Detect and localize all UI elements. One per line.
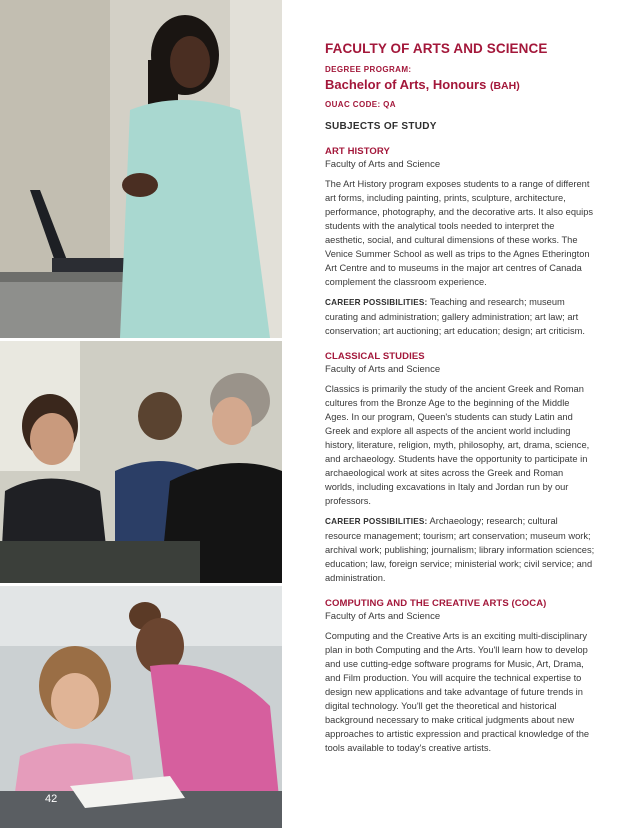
ouac-code: OUAC CODE: QA: [325, 100, 396, 109]
section-computing-creative-arts: [325, 597, 595, 755]
photo-seminar-discussion: [0, 341, 282, 583]
photo-students-at-desk-illustration: [0, 586, 282, 828]
section-faculty: Faculty of Arts and Science: [325, 159, 441, 170]
section-description: Classics is primarily the study of the ancient Greek and Roman cultures from the Bronze Age to the beginning of the Middle Ages. In our program, Queen's students can study Latin and Greek and explore all aspects of the ancient world including history, literature, religion, myth, philosophy, art, drama, science, and archaeology. Students have the opportunity to participate in archaeological work at sites across the Greek and Roman worlds, including excavations in Italy and Jordan run by our professors.: [325, 384, 590, 506]
career-label: CAREER POSSIBILITIES:: [325, 517, 428, 526]
section-faculty: Faculty of Arts and Science: [325, 364, 441, 375]
section-title: CLASSICAL STUDIES: [325, 351, 425, 362]
career-possibilities: [325, 295, 595, 338]
section-description: Computing and the Creative Arts is an exciting multi-disciplinary plan in both Computing and the Arts. You'll learn how to develop and use cutting-edge software programs for Music, Art, Drama, and Film production. You will acquire the technical expertise to design new applications and take advantage of future trends in digital technology. You'll get the theoretical and historical background necessary to make critical judgments about new approaches to artistic expression and practical knowledge of the tools available to today's creative artists.: [325, 631, 590, 753]
career-text: Archaeology; research; cultural resource management; tourism; art conservation; museum work; archival work; publishing; journalism; library information sciences; education; law, foreign service; ministerial work; civil service; and administration.: [325, 516, 595, 583]
career-text: Teaching and research; museum curating and administration; gallery administration; art law; art conservation; art auctioning; art education; design; art criticism.: [325, 297, 585, 336]
photo-student-presenting: [0, 0, 282, 338]
subjects-of-study-heading: SUBJECTS OF STUDY: [325, 121, 437, 132]
photo-seminar-discussion-illustration: [0, 341, 282, 583]
career-possibilities: [325, 514, 595, 585]
section-faculty: Faculty of Arts and Science: [325, 611, 441, 622]
section-art-history: [325, 145, 595, 338]
section-title: COMPUTING AND THE CREATIVE ARTS (COCA): [325, 598, 547, 609]
career-label: CAREER POSSIBILITIES:: [325, 298, 428, 307]
text-column: [325, 40, 595, 755]
section-title: ART HISTORY: [325, 146, 390, 157]
photo-student-presenting-illustration: [0, 0, 282, 338]
degree-abbreviation: (BAH): [489, 80, 520, 92]
degree-name: [325, 76, 595, 95]
faculty-title: FACULTY OF ARTS AND SCIENCE: [325, 41, 548, 56]
photo-column: [0, 0, 282, 828]
photo-students-at-desk: [0, 586, 282, 828]
degree-name-text: Bachelor of Arts, Honours: [325, 77, 487, 92]
page-number: 42: [45, 793, 58, 805]
section-classical-studies: [325, 350, 595, 585]
degree-program-label: DEGREE PROGRAM:: [325, 65, 412, 74]
section-description: The Art History program exposes students to a range of different art forms, including painting, prints, sculpture, architecture, performance, photography, and the decorative arts. It also equips students with the analytical tools needed to interpret the aesthetic, social, and cultural dimensions of these works. The Venice Summer School as well as trips to the Agnes Etherington Art Centre and to museums in the major art centres of Canada complement the classroom experience.: [325, 179, 594, 287]
